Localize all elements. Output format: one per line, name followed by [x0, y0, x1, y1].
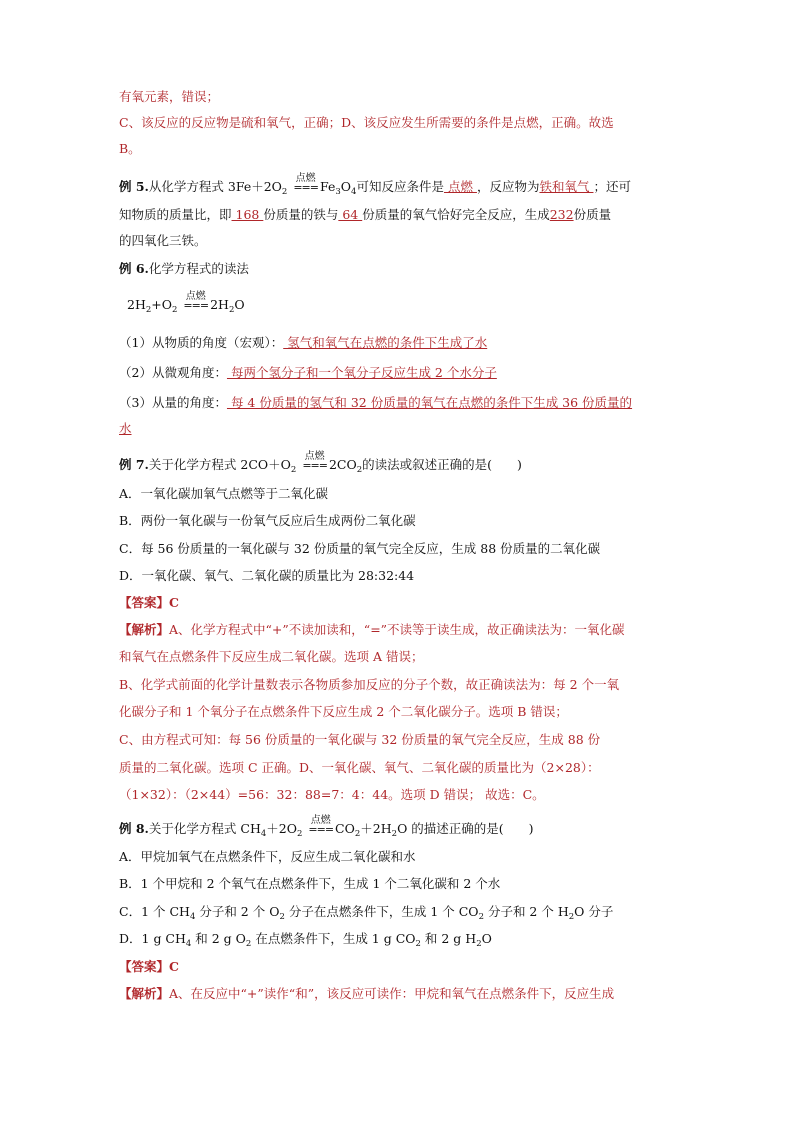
- explanation-line: 化碳分子和 1 个氧分子在点燃条件下反应生成 2 个二氧化碳分子。选项 B 错误；: [119, 704, 568, 719]
- explanation-line: C、由方程式可知：每 56 份质量的一氧化碳与 32 份质量的氧气完全反应，生成 88 份: [119, 732, 601, 747]
- answer-blank: 铁和氧气: [539, 179, 594, 194]
- text: 知物质的质量比，即: [119, 207, 232, 222]
- explanation-line: 和氧气在点燃条件下反应生成二氧化碳。选项 A 错误；: [119, 649, 424, 664]
- subscript: 4: [189, 912, 196, 922]
- example-label: 例 7.: [119, 457, 149, 472]
- answer-blank: 水: [119, 421, 132, 436]
- text: 份质量: [573, 207, 612, 222]
- text: ＋2H: [360, 821, 392, 836]
- example-5-line-2: [119, 206, 611, 224]
- reaction-condition: 点燃 ===: [308, 814, 334, 836]
- subscript: 2: [356, 465, 363, 475]
- text: （3）从量的角度：: [119, 395, 227, 410]
- text: A、化学方程式中“+”不读加读和，“=”不读等于读生成，故正确读法为：一氧化碳: [169, 622, 625, 637]
- explanation-line: B、化学式前面的化学计量数表示各物质参加反应的分子个数，故正确读法为：每 2 个一氧: [119, 677, 620, 692]
- text: 化学方程式的读法: [148, 261, 249, 276]
- option-b: B．1 个甲烷和 2 个氧气在点燃条件下，生成 1 个二氧化碳和 2 个水: [119, 876, 501, 891]
- subscript: 2: [568, 912, 575, 922]
- text: 从化学方程式 3Fe＋2O: [148, 179, 282, 194]
- text-line: C、该反应的反应物是硫和氧气，正确；D、该反应发生所需要的条件是点燃，正确。故选: [119, 115, 614, 130]
- text-line: B。: [119, 141, 141, 156]
- example-label: 例 5.: [119, 179, 149, 194]
- text: 可知反应条件是: [356, 179, 444, 194]
- text: ＋2O: [266, 821, 297, 836]
- text: 2CO: [328, 457, 357, 472]
- answer-blank: 每两个氢分子和一个氧分子反应生成 2 个水分子: [226, 365, 497, 380]
- text: 关于化学方程式 2CO＋O: [148, 457, 291, 472]
- text: （1）从物质的角度（宏观）：: [119, 335, 284, 350]
- example-6-equation: [127, 290, 245, 315]
- answer-blank: 64: [338, 207, 363, 222]
- option-d: D．一氧化碳、氧气、二氧化碳的质量比为 28:32:44: [119, 568, 415, 583]
- example-8-question: [119, 814, 534, 839]
- subscript: 2: [415, 939, 421, 949]
- option-a: A．甲烷加氧气在点燃条件下，反应生成二氧化碳和水: [119, 849, 416, 864]
- text: 份质量的氧气恰好完全反应，生成: [362, 207, 550, 222]
- text: O: [234, 297, 245, 312]
- example-6-q1: [119, 334, 487, 352]
- text: 和 2 g H: [420, 931, 477, 946]
- answer-blank: 点燃: [443, 179, 477, 194]
- reaction-condition: 点燃 ===: [183, 290, 209, 312]
- explanation-tag: 【解析】: [119, 622, 170, 637]
- text: O 分子: [574, 904, 614, 919]
- explanation-line: [119, 621, 625, 639]
- text: O 的描述正确的是( ): [397, 821, 534, 836]
- text: 分子和 2 个 H: [483, 904, 569, 919]
- example-6-q2: [119, 364, 497, 382]
- subscript: 2: [354, 829, 361, 839]
- option-d: [119, 930, 492, 948]
- option-c: C．每 56 份质量的一氧化碳与 32 份质量的氧气完全反应，生成 88 份质量的二氧化碳: [119, 541, 601, 556]
- text: （2）从微观角度：: [119, 365, 227, 380]
- text: D．1 g CH: [119, 931, 186, 946]
- text: 份质量的铁与: [263, 207, 339, 222]
- text: ，反应物为: [476, 179, 540, 194]
- text: A、在反应中“+”读作“和”，该反应可读作：甲烷和氧气在点燃条件下，反应生成: [169, 986, 615, 1001]
- reaction-condition: 点燃 ===: [293, 172, 318, 194]
- text: O: [481, 931, 492, 946]
- example-label: 例 8.: [119, 821, 149, 836]
- answer-blank: 168: [231, 207, 264, 222]
- explanation-line: 质量的二氧化碳。选项 C 正确。D、一氧化碳、氧气、二氧化碳的质量比为（2×28）：: [119, 760, 600, 775]
- option-c: [119, 903, 613, 921]
- subscript: 2: [145, 305, 152, 315]
- text: 在点燃条件下，生成 1 g CO: [251, 931, 416, 946]
- answer-label: 【答案】C: [119, 959, 179, 974]
- subscript: 3: [335, 187, 341, 197]
- example-5-line-3: 的四氧化三铁。: [119, 233, 207, 248]
- option-a: A．一氧化碳加氧气点燃等于二氧化碳: [119, 486, 329, 501]
- answer-blank: 232: [549, 207, 574, 222]
- text: Fe: [319, 179, 336, 194]
- text: CO: [335, 821, 355, 836]
- subscript: 2: [228, 305, 235, 315]
- example-6-q3: [119, 394, 632, 412]
- example-6-title: [119, 260, 249, 278]
- option-b: B．两份一氧化碳与一份氧气反应后生成两份二氧化碳: [119, 513, 416, 528]
- subscript: 2: [296, 829, 303, 839]
- answer-label: 【答案】C: [119, 595, 179, 610]
- subscript: 2: [290, 465, 297, 475]
- text: +O: [151, 297, 173, 312]
- answer-blank: 每 4 份质量的氢气和 32 份质量的氧气在点燃的条件下生成 36 份质量的: [226, 395, 633, 410]
- text: 和 2 g O: [191, 931, 246, 946]
- subscript: 2: [172, 305, 178, 315]
- text-line: 有氧元素，错误；: [119, 89, 220, 104]
- text: O: [340, 179, 352, 194]
- text: 关于化学方程式 CH: [148, 821, 261, 836]
- text: 分子在点燃条件下，生成 1 个 CO: [284, 904, 479, 919]
- text: 2H: [210, 297, 229, 312]
- explanation-line: [119, 985, 614, 1003]
- text: 2H: [127, 297, 146, 312]
- reaction-condition: 点燃 ===: [302, 450, 327, 472]
- subscript: 4: [351, 187, 357, 197]
- text: 分子和 2 个 O: [195, 904, 280, 919]
- subscript: 4: [260, 829, 267, 839]
- example-label: 例 6.: [119, 261, 149, 276]
- answer-blank: 氢气和氧气在点燃的条件下生成了水: [283, 335, 488, 350]
- subscript: 4: [185, 939, 192, 949]
- explanation-line: （1×32）：（2×44）=56：32：88=7：4：44。选项 D 错误； 故选：C。: [119, 787, 545, 802]
- subscript: 2: [391, 829, 398, 839]
- text: 的读法或叙述正确的是( ): [362, 457, 522, 472]
- example-5-line-1: [119, 172, 631, 197]
- subscript: 2: [279, 912, 285, 922]
- text: ；还可: [593, 179, 631, 194]
- subscript: 2: [281, 187, 288, 197]
- subscript: 2: [478, 912, 484, 922]
- subscript: 2: [245, 939, 252, 949]
- text: C．1 个 CH: [119, 904, 190, 919]
- explanation-tag: 【解析】: [119, 986, 170, 1001]
- subscript: 2: [476, 939, 482, 949]
- example-7-question: [119, 450, 522, 475]
